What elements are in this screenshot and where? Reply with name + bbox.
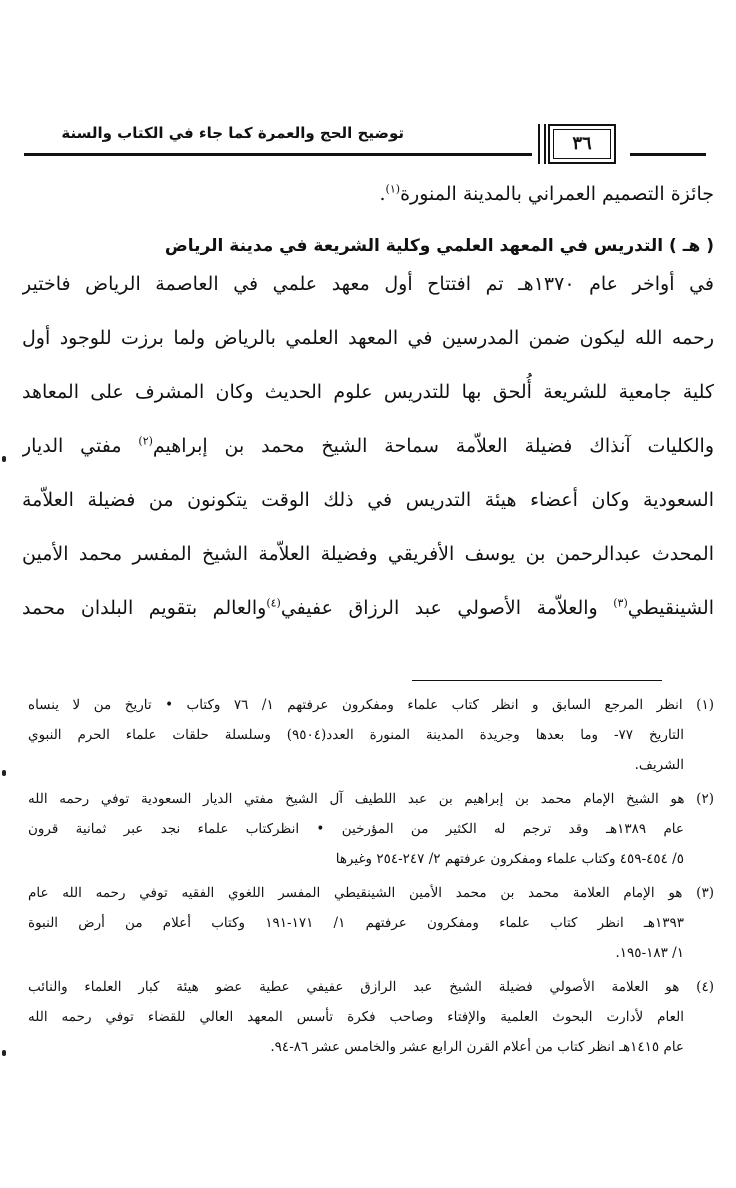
footnote-1-line-1: (١) انظر المرجع السابق و انظر كتاب علماء ومفكرون عرفتهم ١/ ٧٦ وكتاب • تاريخ من لا ينساه (28, 697, 714, 713)
footnote-2-line-2: عام ١٣٨٩هـ وقد ترجم له الكثير من المؤرخين • انظركتاب علماء نجد عبر ثمانية قرون (28, 821, 684, 837)
footnote-3-line-3: ١/ ١٨٣-١٩٥. (615, 945, 684, 961)
page-header (24, 118, 714, 178)
text-line-0-end: . (379, 183, 386, 205)
text-line-7-a: الشينقيطي (627, 597, 714, 619)
text-line-7-b: والعلاّمة الأصولي عبد الرزاق عفيفي (280, 597, 614, 619)
footnote-3-line-1: (٣) هو الإمام العلامة محمد بن محمد الأمين الشينقيطي المفسر اللغوي الفقيه توفي رحمه الله عام (28, 885, 714, 901)
footnote-1-line-2: التاريخ ٧٧- وما بعدها وجريدة المدينة المنورة العدد(٩٥٠٤) وسلسلة حلقات علماء الحرم النبوي (28, 727, 684, 743)
text-line-2: رحمه الله ليكون ضمن المدرسين في المعهد العلمي بالرياض ولما برزت للوجود أول (22, 327, 714, 349)
footnote-4-line-3: عام ١٤١٥هـ انظر كتاب من أعلام القرن الرابع عشر والخامس عشر ٨٦-٩٤. (270, 1039, 684, 1055)
footnote-2-line-1: (٢) هو الشيخ الإمام محمد بن إبراهيم بن عبد اللطيف آل الشيخ مفتي الديار السعودية توفي رحمه الله (28, 791, 714, 807)
footnote-ref-3: (٣) (613, 596, 628, 610)
running-title: توضيح الحج والعمرة كما جاء في الكتاب والسنة (61, 124, 404, 142)
text-line-0 (22, 170, 714, 218)
scan-mark (2, 1050, 6, 1056)
footnote-ref-2: (٢) (138, 434, 153, 448)
text-line-4-b: مفتي الديار (22, 435, 139, 457)
text-line-6: المحدث عبدالرحمن بن يوسف الأفريقي وفضيلة العلاّمة الشيخ المفسر محمد الأمين (22, 543, 714, 565)
footnote-4-line-1: (٤) هو العلامة الأصولي فضيلة الشيخ عبد الرازق عفيفي عطية عضو هيئة كبار العلماء والنائب (28, 979, 714, 995)
header-rule-right (630, 153, 706, 156)
text-line-5: السعودية وكان أعضاء هيئة التدريس في ذلك الوقت يتكونون من فضيلة العلاّمة (22, 489, 714, 511)
footnote-ref-1: (١) (385, 182, 401, 196)
scan-mark (2, 456, 6, 462)
text-line-7 (22, 584, 714, 632)
page-number-frame (548, 124, 616, 164)
footnote-2-line-3: ٥/ ٤٥٤-٤٥٩ وكتاب علماء ومفكرون عرفتهم ٢/ ٢٤٧-٢٥٤ وغيرها (335, 851, 684, 867)
footnote-separator (412, 680, 662, 681)
footnote-ref-4: (٤) (266, 596, 281, 610)
text-line-4 (22, 422, 714, 470)
page-number: ٣٦ (572, 133, 592, 154)
header-rule (24, 153, 532, 156)
text-line-0-body: جائزة التصميم العمراني بالمدينة المنورة (400, 183, 714, 205)
text-line-4-a: والكليات آنذاك فضيلة العلاّمة سماحة الشيخ محمد بن إبراهيم (152, 435, 714, 457)
footnote-4-line-2: العام لأدارت البحوث العلمية والإفتاء وصاحب فكرة تأسس المعهد العالي للقضاء توفي رحمه الله (28, 1009, 684, 1025)
text-line-3: كلية جامعية للشريعة أُلحق بها للتدريس علوم الحديث وكان المشرف على المعاهد (22, 381, 714, 403)
text-line-1: في أواخر عام ١٣٧٠هـ تم افتتاح أول معهد علمي في العاصمة الرياض فاختير (22, 273, 714, 295)
section-heading: ( هـ ) التدريس في المعهد العلمي وكلية الشريعة في مدينة الرياض (164, 236, 714, 256)
footnote-3-line-2: ١٣٩٣هـ انظر كتاب علماء ومفكرون عرفتهم ١/ ١٧١-١٩١ وكتاب أعلام من أرض النبوة (28, 915, 684, 931)
scan-mark (2, 770, 6, 776)
text-line-7-c: والعالم بتقويم البلدان محمد (22, 597, 267, 619)
footnote-1-line-3: الشريف. (634, 757, 684, 773)
